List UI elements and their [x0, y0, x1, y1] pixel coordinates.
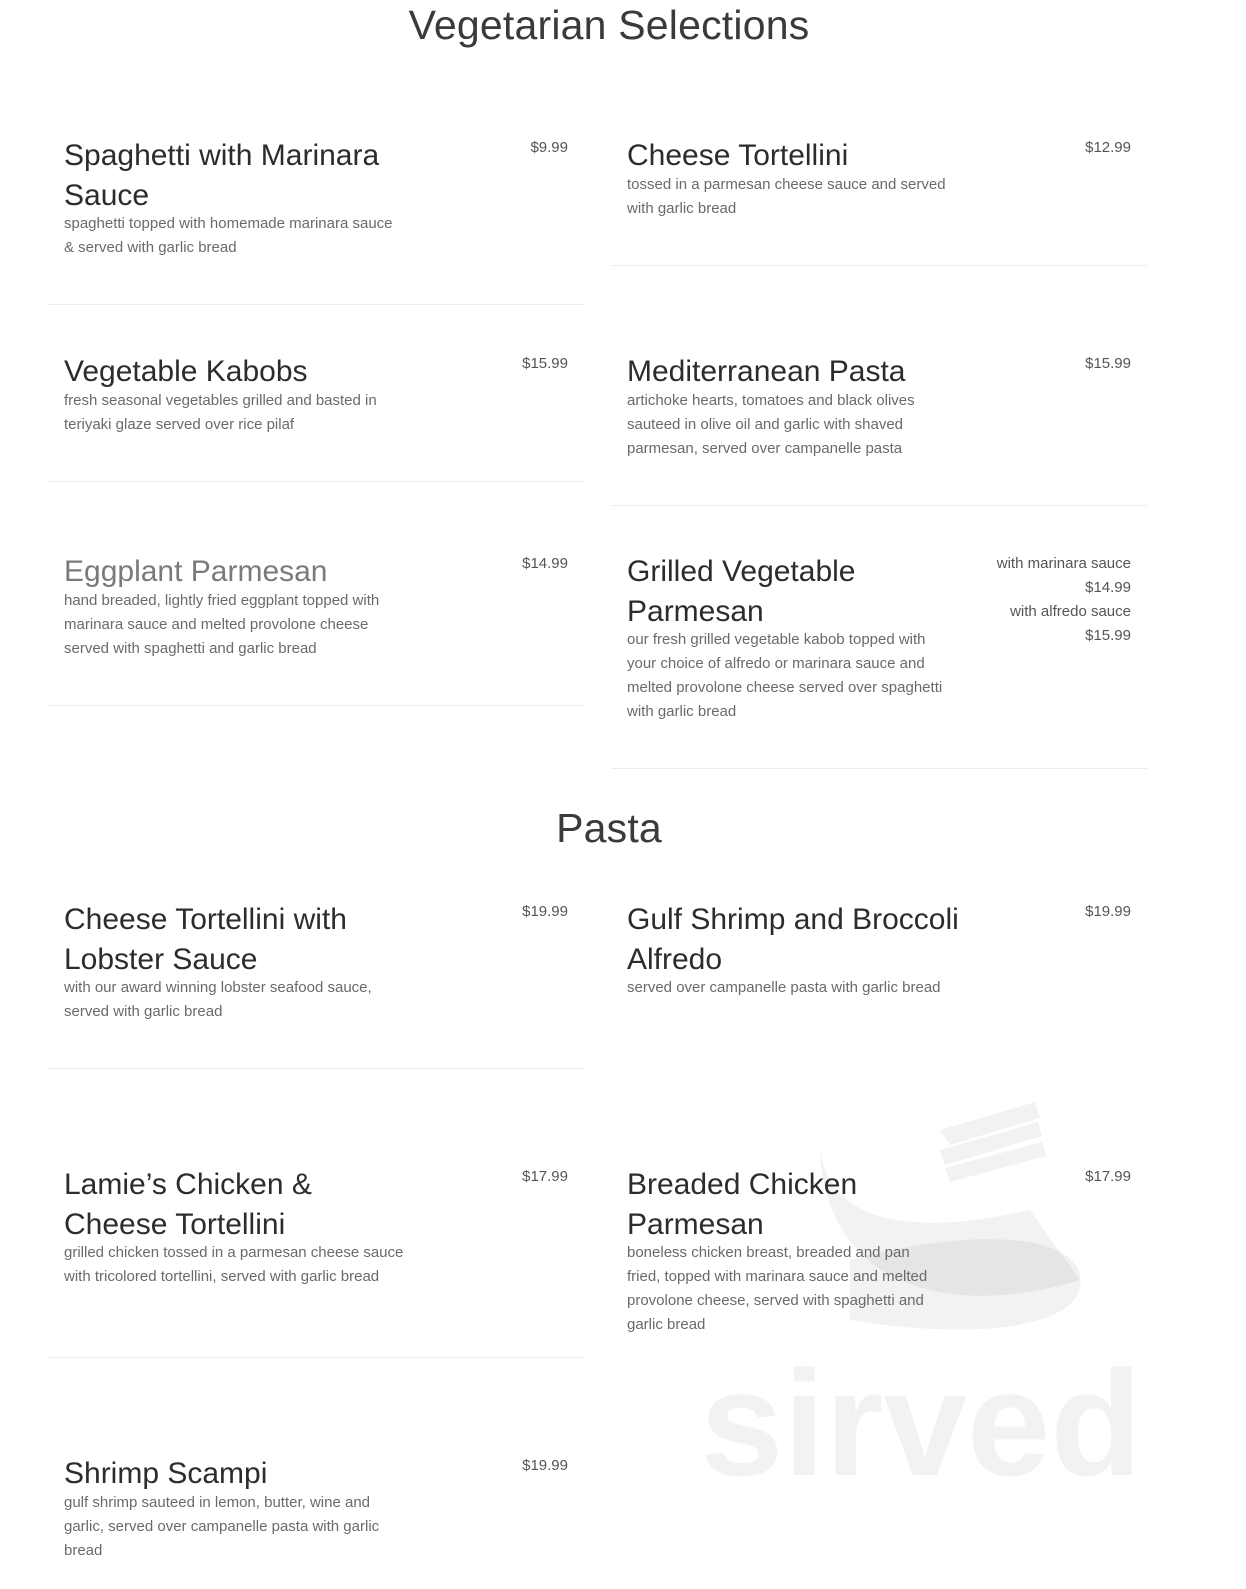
- divider: [611, 505, 1147, 506]
- item-description: served over campanelle pasta with garlic bread: [627, 979, 941, 996]
- item-description: tossed in a parmesan cheese sauce and served with garlic bread: [627, 176, 946, 217]
- item-name: Mediterranean Pasta: [627, 355, 906, 388]
- option-price: $14.99: [1085, 579, 1131, 596]
- item-price: $17.99: [1085, 1168, 1131, 1185]
- item-name: Gulf Shrimp and Broccoli Alfredo: [627, 903, 959, 976]
- divider: [611, 265, 1147, 266]
- item-name: Cheese Tortellini: [627, 139, 849, 172]
- item-name: Lamie’s Chicken & Cheese Tortellini: [64, 1168, 312, 1241]
- item-description: artichoke hearts, tomatoes and black olives sauteed in olive oil and garlic with shaved parmesan, served over campanelle pasta: [627, 392, 915, 457]
- item-description: boneless chicken breast, breaded and pan fried, topped with marinara sauce and melted provolone cheese, served with spaghetti and garlic bread: [627, 1244, 928, 1333]
- watermark-text: sirved: [700, 1339, 1142, 1490]
- item-description: grilled chicken tossed in a parmesan cheese sauce with tricolored tortellini, served with garlic bread: [64, 1244, 404, 1285]
- item-price: $19.99: [1085, 903, 1131, 920]
- item-name: Vegetable Kabobs: [64, 355, 308, 388]
- menu-item-grilled-vegetable-parmesan: [611, 552, 1147, 732]
- option-label: with alfredo sauce: [1010, 603, 1131, 620]
- item-name: Cheese Tortellini with Lobster Sauce: [64, 903, 347, 976]
- menu-item-lamies-chicken-tortellini: [48, 1165, 584, 1305]
- item-name: Eggplant Parmesan: [64, 555, 328, 588]
- section-title-pasta: Pasta: [556, 805, 662, 851]
- item-description: hand breaded, lightly fried eggplant topped with marinara sauce and melted provolone cheese served with spaghetti and garlic bread: [64, 592, 380, 657]
- item-description: fresh seasonal vegetables grilled and basted in teriyaki glaze served over rice pilaf: [64, 392, 377, 433]
- item-price: $17.99: [522, 1168, 568, 1185]
- divider: [48, 1357, 584, 1358]
- option-price: $15.99: [1085, 627, 1131, 644]
- divider: [48, 705, 584, 706]
- item-price: $15.99: [522, 355, 568, 372]
- menu-item-shrimp-scampi: [48, 1454, 584, 1574]
- menu-item-vegetable-kabobs: [48, 352, 584, 442]
- item-price: $9.99: [530, 139, 568, 156]
- menu-item-spaghetti-marinara: [48, 136, 584, 256]
- item-name: Shrimp Scampi: [64, 1457, 268, 1490]
- menu-item-cheese-tortellini-lobster: [48, 900, 584, 1020]
- section-title-vegetarian: Vegetarian Selections: [408, 2, 810, 48]
- menu-item-mediterranean-pasta: [611, 352, 1147, 462]
- item-name: Spaghetti with Marinara Sauce: [64, 139, 380, 212]
- item-price: $19.99: [522, 903, 568, 920]
- option-label: with marinara sauce: [996, 555, 1131, 572]
- item-name: Breaded Chicken Parmesan: [627, 1168, 858, 1241]
- item-description: gulf shrimp sauteed in lemon, butter, wine and garlic, served over campanelle pasta with garlic bread: [64, 1494, 380, 1559]
- item-price: $19.99: [522, 1457, 568, 1474]
- item-description: spaghetti topped with homemade marinara sauce & served with garlic bread: [64, 215, 393, 256]
- menu-item-breaded-chicken-parmesan: [611, 1165, 1147, 1335]
- item-price: $15.99: [1085, 355, 1131, 372]
- item-price: $14.99: [522, 555, 568, 572]
- item-name: Grilled Vegetable Parmesan: [627, 555, 856, 628]
- menu-item-cheese-tortellini: [611, 136, 1147, 226]
- divider: [48, 1068, 584, 1069]
- divider: [48, 481, 584, 482]
- item-description: with our award winning lobster seafood sauce, served with garlic bread: [64, 979, 372, 1020]
- item-description: our fresh grilled vegetable kabob topped with your choice of alfredo or marinara sauce and melted provolone cheese served over spaghetti with garlic bread: [627, 631, 943, 720]
- divider: [48, 304, 584, 305]
- divider: [611, 768, 1147, 769]
- menu-item-shrimp-broccoli-alfredo: [611, 900, 1147, 1000]
- item-price-options: [997, 552, 1131, 648]
- item-price: $12.99: [1085, 139, 1131, 156]
- menu-item-eggplant-parmesan: [48, 552, 584, 662]
